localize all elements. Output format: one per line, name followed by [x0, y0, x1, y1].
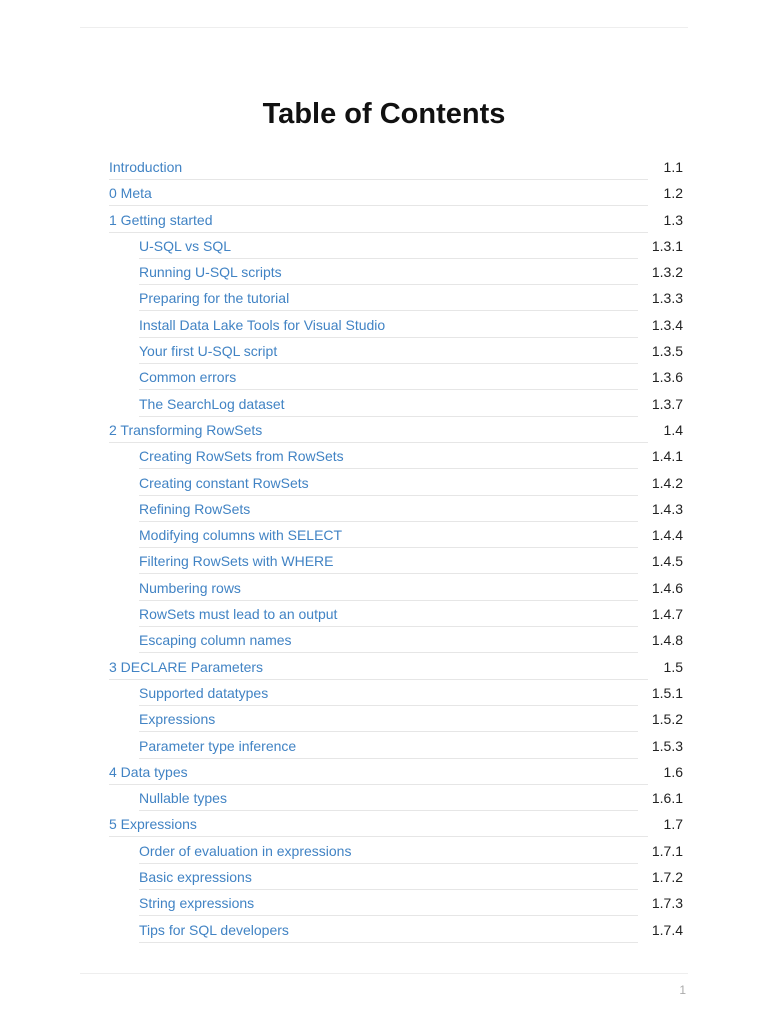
- toc-entry: [109, 207, 683, 233]
- toc-entry-number: 1.7.1: [651, 842, 683, 859]
- toc-entry-number: 1.4.7: [651, 606, 683, 623]
- toc-entry-number: 1.4.3: [651, 500, 683, 517]
- toc-entry-number: 1.7.3: [651, 895, 683, 912]
- toc-entry-link[interactable]: Running U-SQL scripts: [139, 259, 638, 285]
- toc-entry-link[interactable]: 0 Meta: [109, 180, 648, 206]
- toc-entry: [109, 680, 683, 706]
- toc-entry-link[interactable]: Supported datatypes: [139, 680, 638, 706]
- toc-entry-link[interactable]: 1 Getting started: [109, 207, 648, 233]
- toc-entry: [109, 654, 683, 680]
- toc-entry: [109, 364, 683, 390]
- toc-entry-link[interactable]: 4 Data types: [109, 759, 648, 785]
- toc-entry: [109, 706, 683, 732]
- toc-entry-number: 1.4.4: [651, 527, 683, 544]
- toc-entry: [109, 890, 683, 916]
- toc-entry: [109, 180, 683, 206]
- toc-entry-number: 1.4.1: [651, 448, 683, 465]
- toc-entry: [109, 627, 683, 653]
- toc-entry-number: 1.4: [663, 421, 683, 438]
- toc-entry-number: 1.3.7: [651, 395, 683, 412]
- toc-entry: [109, 522, 683, 548]
- toc-entry: [109, 470, 683, 496]
- toc-entry-link[interactable]: 5 Expressions: [109, 811, 648, 837]
- toc-entry-link[interactable]: String expressions: [139, 890, 638, 916]
- toc-entry-number: 1.4.6: [651, 579, 683, 596]
- toc-entry: [109, 312, 683, 338]
- toc-entry-link[interactable]: Modifying columns with SELECT: [139, 522, 638, 548]
- toc-entry-number: 1.4.5: [651, 553, 683, 570]
- toc-entry-link[interactable]: Creating constant RowSets: [139, 470, 638, 496]
- toc-entry-number: 1.3.1: [651, 237, 683, 254]
- toc-entry-number: 1.4.8: [651, 632, 683, 649]
- toc-entry-link[interactable]: Order of evaluation in expressions: [139, 838, 638, 864]
- toc-entry-number: 1.3.4: [651, 316, 683, 333]
- toc-entry-link[interactable]: Filtering RowSets with WHERE: [139, 548, 638, 574]
- toc-entry-number: 1.3.2: [651, 264, 683, 281]
- toc-entry: [109, 259, 683, 285]
- toc-entry: [109, 733, 683, 759]
- toc-entry: [109, 811, 683, 837]
- toc-entry-number: 1.4.2: [651, 474, 683, 491]
- toc-entry-number: 1.2: [663, 185, 683, 202]
- toc-entry-link[interactable]: Preparing for the tutorial: [139, 285, 638, 311]
- toc-entry-link[interactable]: Refining RowSets: [139, 496, 638, 522]
- toc-entry-link[interactable]: Basic expressions: [139, 864, 638, 890]
- toc-entry-number: 1.1: [663, 159, 683, 175]
- toc-entry: [109, 575, 683, 601]
- toc-entry-link[interactable]: U-SQL vs SQL: [139, 233, 638, 259]
- page-title: Table of Contents: [262, 98, 506, 130]
- page-number: 1: [679, 983, 686, 997]
- toc-entry-link[interactable]: Tips for SQL developers: [139, 917, 638, 943]
- toc-entry-link[interactable]: RowSets must lead to an output: [139, 601, 638, 627]
- header-divider: [80, 27, 688, 28]
- toc-entry: [109, 759, 683, 785]
- toc-entry: [109, 233, 683, 259]
- toc-entry: [109, 548, 683, 574]
- toc-entry: [109, 285, 683, 311]
- footer-divider: [80, 973, 688, 974]
- toc-entry-number: 1.6.1: [651, 790, 683, 807]
- toc-entry-number: 1.5: [663, 658, 683, 675]
- toc-entry-number: 1.5.1: [651, 684, 683, 701]
- toc-entry: [109, 391, 683, 417]
- toc-entry: [109, 864, 683, 890]
- toc-entry: [109, 496, 683, 522]
- toc-entry-link[interactable]: Parameter type inference: [139, 733, 638, 759]
- toc-entry-link[interactable]: Common errors: [139, 364, 638, 390]
- toc-entry-link[interactable]: Introduction: [109, 154, 648, 180]
- toc-entry-number: 1.5.2: [651, 711, 683, 728]
- toc-entry-link[interactable]: Install Data Lake Tools for Visual Studio: [139, 312, 638, 338]
- toc-entry-link[interactable]: Nullable types: [139, 785, 638, 811]
- toc-entry-number: 1.3.5: [651, 343, 683, 360]
- toc-entry-link[interactable]: The SearchLog dataset: [139, 391, 638, 417]
- table-of-contents: [109, 154, 683, 943]
- toc-entry: [109, 917, 683, 943]
- toc-entry-number: 1.7.4: [651, 921, 683, 938]
- toc-entry: [109, 154, 683, 180]
- toc-entry-link[interactable]: Creating RowSets from RowSets: [139, 443, 638, 469]
- toc-entry: [109, 443, 683, 469]
- toc-entry-link[interactable]: 2 Transforming RowSets: [109, 417, 648, 443]
- toc-entry-number: 1.3.6: [651, 369, 683, 386]
- toc-entry-number: 1.7: [663, 816, 683, 833]
- toc-entry: [109, 838, 683, 864]
- toc-entry-number: 1.3: [663, 211, 683, 228]
- toc-entry: [109, 338, 683, 364]
- toc-entry-link[interactable]: Your first U-SQL script: [139, 338, 638, 364]
- toc-entry: [109, 785, 683, 811]
- toc-entry-link[interactable]: Numbering rows: [139, 575, 638, 601]
- toc-entry-number: 1.3.3: [651, 290, 683, 307]
- toc-entry-link[interactable]: Expressions: [139, 706, 638, 732]
- toc-entry-link[interactable]: Escaping column names: [139, 627, 638, 653]
- toc-entry-link[interactable]: 3 DECLARE Parameters: [109, 654, 648, 680]
- toc-entry-number: 1.7.2: [651, 869, 683, 886]
- toc-entry: [109, 417, 683, 443]
- toc-entry-number: 1.6: [663, 763, 683, 780]
- toc-entry-number: 1.5.3: [651, 737, 683, 754]
- toc-entry: [109, 601, 683, 627]
